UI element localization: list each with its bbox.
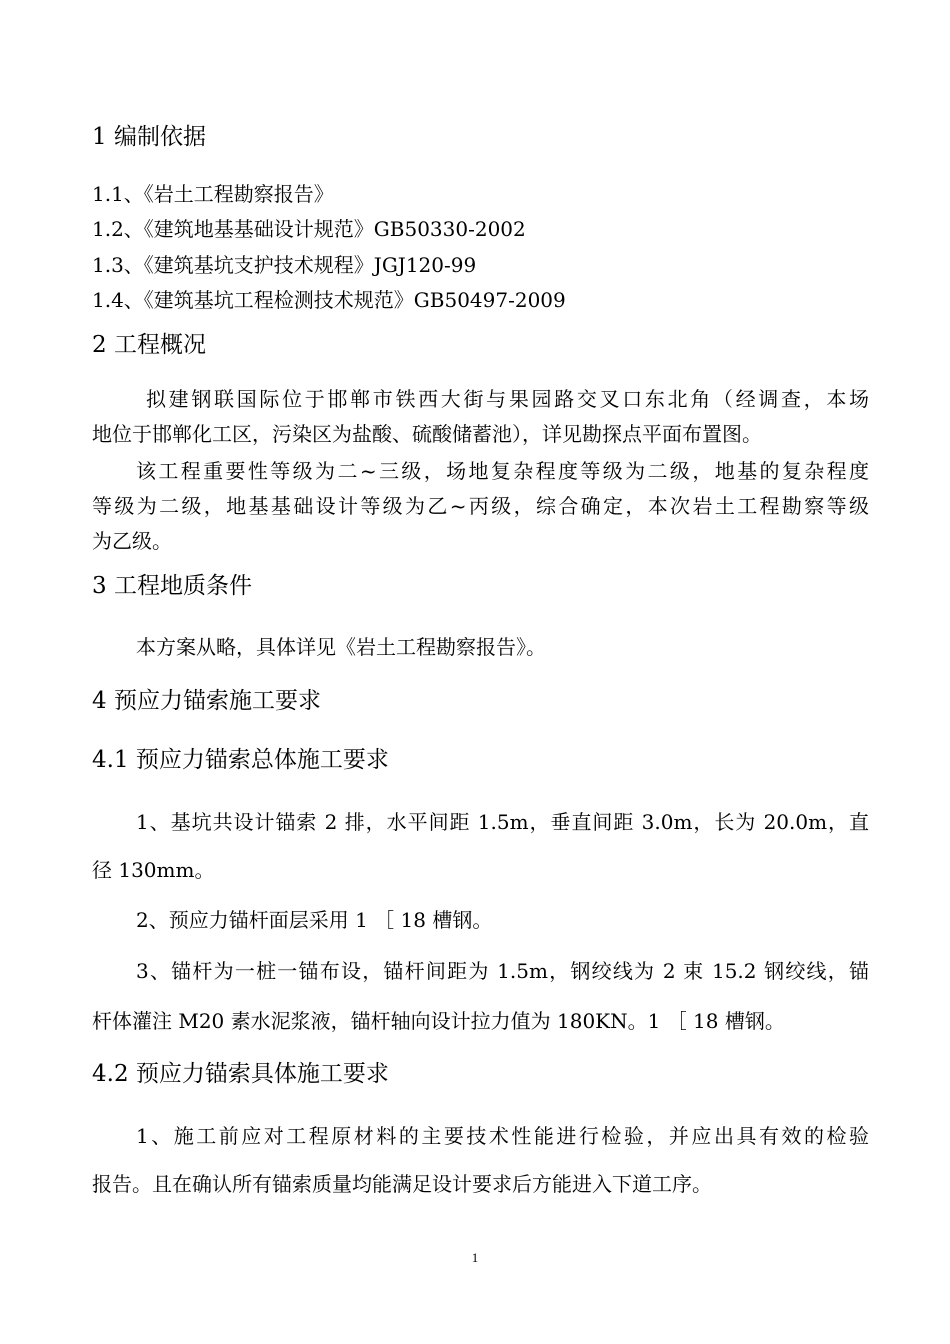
requirement-2: 2、预应力锚杆面层采用 1 ［ 18 槽钢。 (136, 908, 493, 932)
requirement-1-line-1: 1、基坑共设计锚索 2 排，水平间距 1.5m，垂直间距 3.0m，长为 20.0m，直 (136, 810, 869, 834)
section-2-heading: 2 工程概况 (92, 332, 206, 358)
geology-paragraph: 本方案从略，具体详见《岩土工程勘察报告》。 (136, 635, 546, 659)
overview-paragraph-1-line-2: 地位于邯郸化工区，污染区为盐酸、硫酸储蓄池），详见勘探点平面布置图。 (92, 422, 762, 446)
reference-item-3: 1.3、《建筑基坑支护技术规程》JGJ120-99 (92, 253, 477, 277)
reference-item-4: 1.4、《建筑基坑工程检测技术规范》GB50497-2009 (92, 288, 566, 312)
requirement-3-line-2: 杆体灌注 M20 素水泥浆液，锚杆轴向设计拉力值为 180KN。1 ［ 18 槽钢。 (92, 1009, 785, 1033)
requirement-1-line-2: 径 130mm。 (92, 858, 215, 882)
reference-item-1: 1.1、《岩土工程勘察报告》 (92, 182, 334, 206)
overview-paragraph-2-line-1: 该工程重要性等级为二~三级，场地复杂程度等级为二级，地基的复杂程度 (136, 459, 869, 483)
overview-paragraph-2-line-2: 等级为二级，地基基础设计等级为乙~丙级，综合确定，本次岩土工程勘察等级 (92, 494, 869, 518)
overview-paragraph-1-line-1: 拟建钢联国际位于邯郸市铁西大街与果园路交叉口东北角（经调查，本场 (146, 387, 869, 411)
section-4-heading: 4 预应力锚索施工要求 (92, 688, 321, 714)
specific-requirement-1-line-1: 1、施工前应对工程原材料的主要技术性能进行检验，并应出具有效的检验 (136, 1124, 869, 1148)
specific-requirement-1-line-2: 报告。且在确认所有锚索质量均能满足设计要求后方能进入下道工序。 (92, 1172, 712, 1196)
page-number: 1 (471, 1250, 479, 1265)
section-4-1-heading: 4.1 预应力锚索总体施工要求 (92, 747, 389, 773)
reference-item-2: 1.2、《建筑地基基础设计规范》GB50330-2002 (92, 217, 526, 241)
section-1-heading: 1 编制依据 (92, 124, 206, 150)
section-4-2-heading: 4.2 预应力锚索具体施工要求 (92, 1061, 389, 1087)
section-3-heading: 3 工程地质条件 (92, 573, 252, 599)
requirement-3-line-1: 3、锚杆为一桩一锚布设，锚杆间距为 1.5m，钢绞线为 2 束 15.2 钢绞线，锚 (136, 959, 869, 983)
overview-paragraph-2-line-3: 为乙级。 (92, 529, 172, 553)
